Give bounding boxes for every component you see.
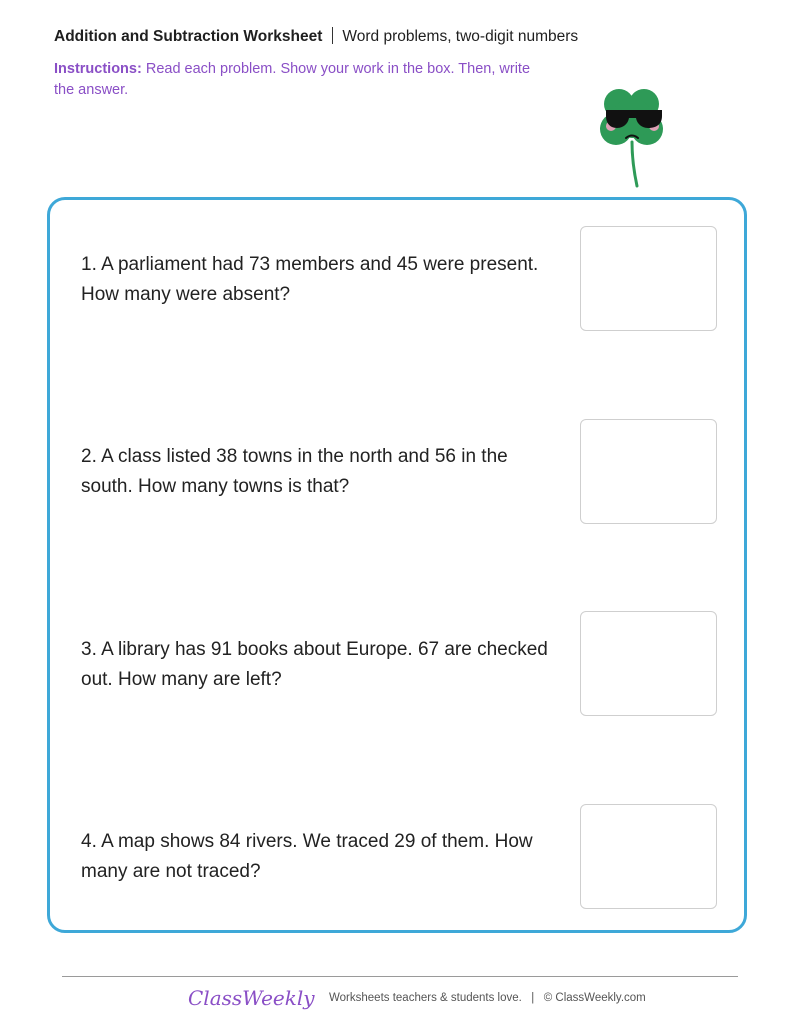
answer-box-1[interactable] xyxy=(580,226,717,331)
footer-divider xyxy=(62,976,738,977)
instructions-label: Instructions: xyxy=(54,61,142,77)
worksheet-header xyxy=(54,27,578,46)
clover-with-sunglasses-icon xyxy=(592,86,674,188)
problem-2-text: 2. A class listed 38 towns in the north and 56 in the south. How many towns is that? xyxy=(81,446,508,497)
problem-3-text: 3. A library has 91 books about Europe. 67 are checked out. How many are left? xyxy=(81,639,548,690)
instructions xyxy=(54,59,534,101)
worksheet-title: Addition and Subtraction Worksheet xyxy=(54,28,323,45)
problem-1-text: 1. A parliament had 73 members and 45 were present. How many were absent? xyxy=(81,254,539,305)
footer-tagline: Worksheets teachers & students love. xyxy=(329,992,522,1004)
footer-copyright: © ClassWeekly.com xyxy=(543,992,646,1004)
answer-box-3[interactable] xyxy=(580,611,717,716)
footer-separator: | xyxy=(531,992,535,1004)
answer-box-4[interactable] xyxy=(580,804,717,909)
problem-4-text: 4. A map shows 84 rivers. We traced 29 of them. How many are not traced? xyxy=(81,831,533,882)
brand-logo: ClassWeekly xyxy=(188,986,315,1010)
worksheet-subtitle: Word problems, two-digit numbers xyxy=(342,28,579,45)
footer xyxy=(188,986,646,1010)
header-divider xyxy=(332,27,333,44)
instructions-text: Read each problem. Show your work in the box. Then, write the answer. xyxy=(54,61,531,98)
answer-box-2[interactable] xyxy=(580,419,717,524)
